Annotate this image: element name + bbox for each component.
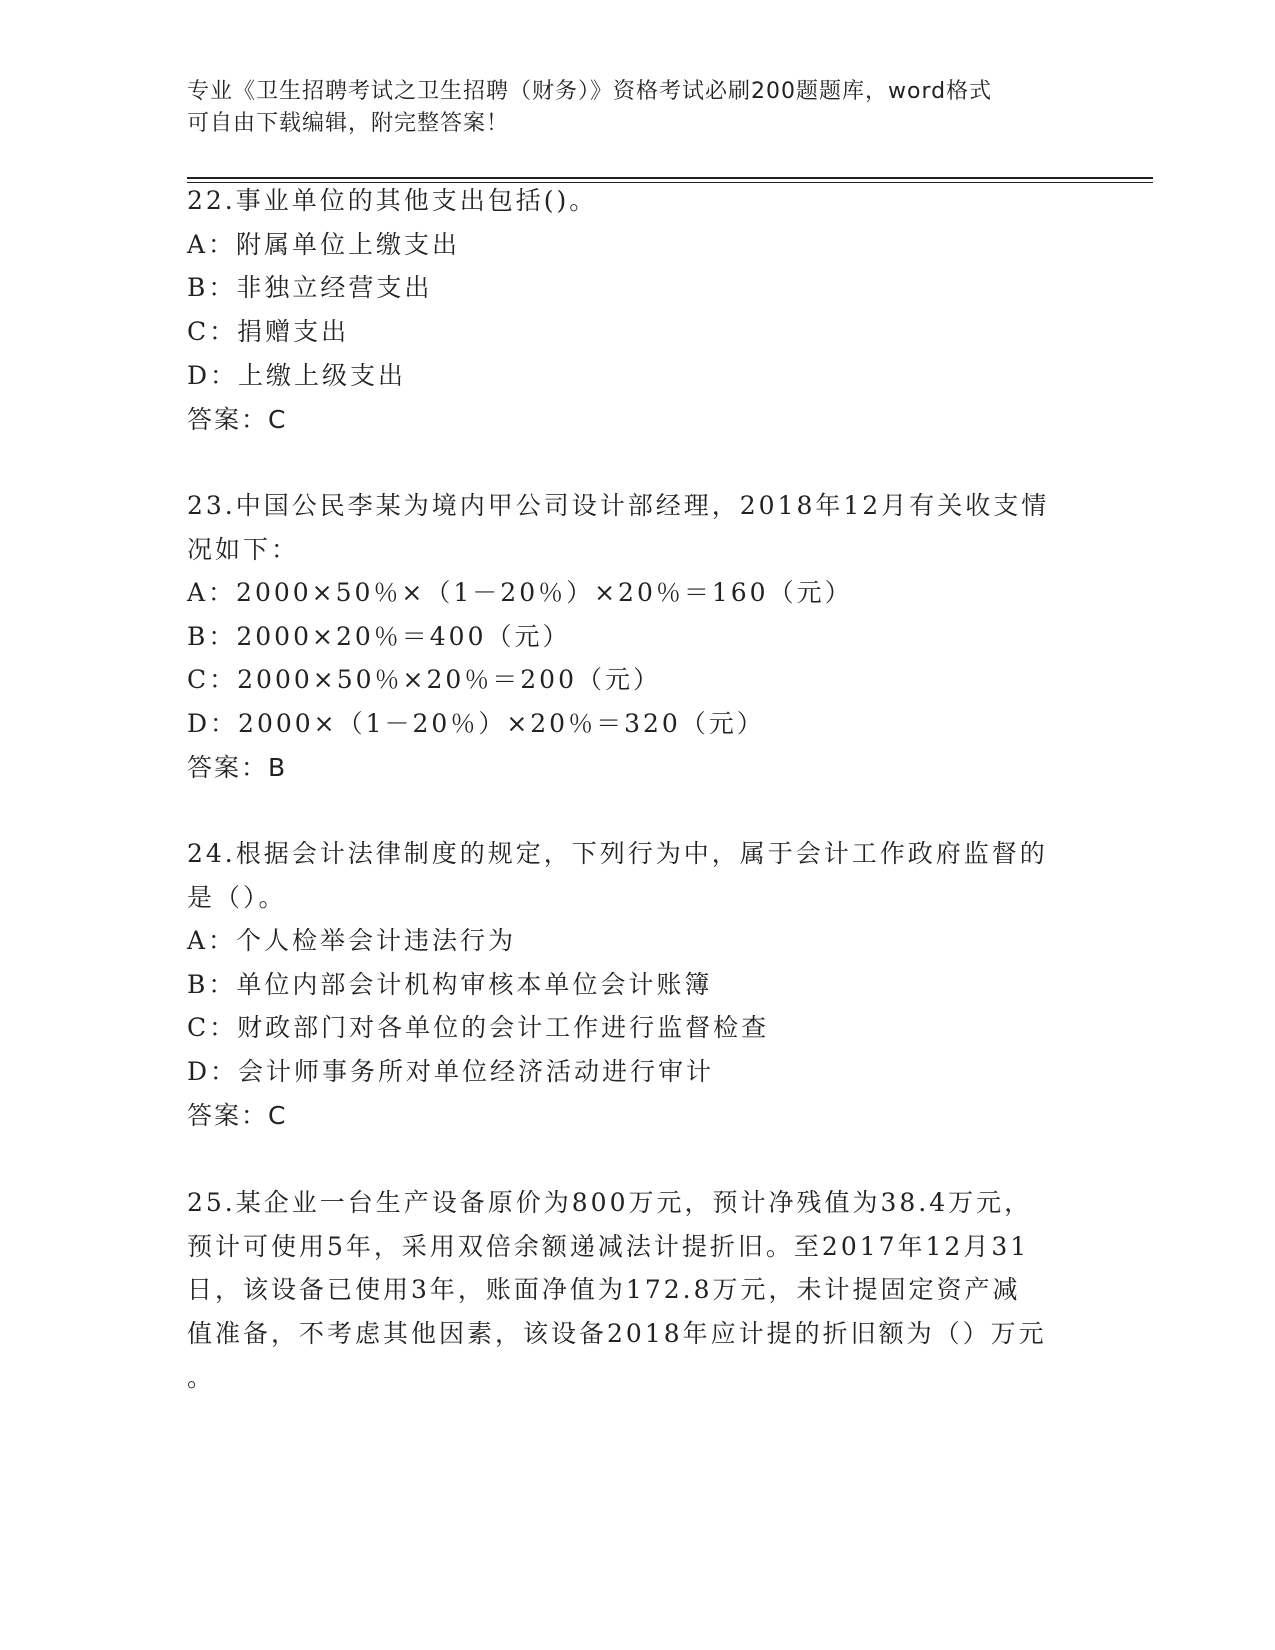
option-c: C：捐赠支出 xyxy=(187,317,350,346)
option-c: C：财政部门对各单位的会计工作进行监督检查 xyxy=(187,1013,770,1042)
option-d: D：会计师事务所对单位经济活动进行审计 xyxy=(187,1057,715,1086)
option-a: A：附属单位上缴支出 xyxy=(187,230,461,259)
header-line-1: 专业《卫生招聘考试之卫生招聘（财务）》资格考试必刷200题题库，word格式 xyxy=(187,79,993,104)
question-stem: 23.中国公民李某为境内甲公司设计部经理，2018年12月有关收支情 xyxy=(187,491,1050,520)
header-text xyxy=(187,76,1067,140)
question-stem-cont: 预计可使用5年，采用双倍余额递减法计提折旧。至2017年12月31 xyxy=(187,1232,1030,1261)
option-b: B：2000×20％＝400（元） xyxy=(187,622,571,651)
option-d: D：2000×（1－20％）×20％＝320（元） xyxy=(187,709,765,738)
option-c: C：2000×50％×20％＝200（元） xyxy=(187,665,661,694)
question-stem-cont: 值准备，不考虑其他因素，该设备2018年应计提的折旧额为（）万元 xyxy=(187,1319,1047,1348)
answer-label: 答案：B xyxy=(187,753,288,782)
option-a: A：2000×50％×（1－20％）×20％＝160（元） xyxy=(187,578,853,607)
option-d: D：上缴上级支出 xyxy=(187,361,407,390)
header-line-2: 可自由下载编辑，附完整答案！ xyxy=(187,111,510,136)
option-b: B：单位内部会计机构审核本单位会计账簿 xyxy=(187,970,713,999)
question-stem-cont: 。 xyxy=(187,1363,216,1392)
answer-label: 答案：C xyxy=(187,1101,288,1130)
question-stem: 24.根据会计法律制度的规定，下列行为中，属于会计工作政府监督的 xyxy=(187,839,1048,868)
question-stem-cont: 是（）。 xyxy=(187,883,287,912)
answer-label: 答案：C xyxy=(187,405,288,434)
option-a: A：个人检举会计违法行为 xyxy=(187,926,517,955)
option-b: B：非独立经营支出 xyxy=(187,273,433,302)
question-stem-cont: 况如下： xyxy=(187,535,300,564)
question-stem: 22.事业单位的其他支出包括()。 xyxy=(187,186,598,215)
question-stem-cont: 日，该设备已使用3年，账面净值为172.8万元，未计提固定资产减 xyxy=(187,1275,1021,1304)
question-stem: 25.某企业一台生产设备原价为800万元，预计净残值为38.4万元， xyxy=(187,1188,1033,1217)
header-divider-thin xyxy=(187,182,1153,183)
header-divider-thick xyxy=(187,177,1153,179)
